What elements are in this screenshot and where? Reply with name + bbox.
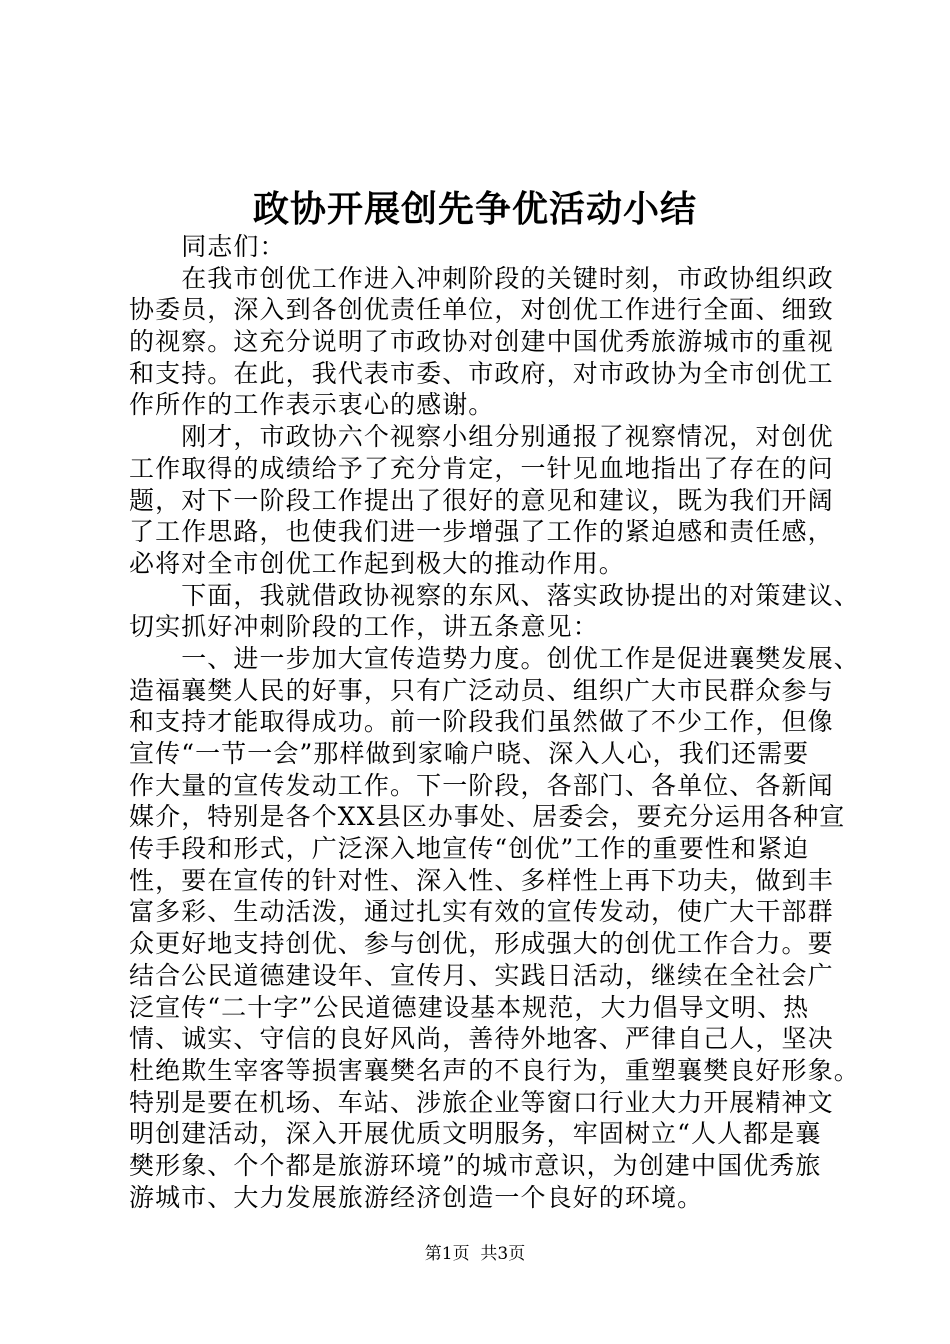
text-line: 传手段和形式，广泛深入地宣传“创优”工作的重要性和紧迫: [129, 834, 810, 864]
text-line: 和支持才能取得成功。前一阶段我们虽然做了不少工作，但像: [129, 707, 834, 737]
text-line: 游城市、大力发展旅游经济创造一个良好的环境。: [129, 1182, 704, 1212]
text-line: 造福襄樊人民的好事，只有广泛动员、组织广大市民群众参与: [129, 675, 834, 705]
text-line: 题，对下一阶段工作提出了很好的意见和建议，既为我们开阔: [129, 485, 834, 515]
text-line: 杜绝欺生宰客等损害襄樊名声的不良行为，重塑襄樊良好形象。: [129, 1055, 860, 1085]
text-line: 明创建活动，深入开展优质文明服务，牢固树立“人人都是襄: [129, 1119, 822, 1149]
text-line: 刚才，市政协六个视察小组分别通报了视察情况，对创优: [129, 422, 834, 452]
text-line: 协委员，深入到各创优责任单位，对创优工作进行全面、细致: [129, 295, 834, 325]
text-line: 作大量的宣传发动工作。下一阶段，各部门、各单位、各新闻: [129, 770, 834, 800]
document-title: 政协开展创先争优活动小结: [252, 188, 697, 230]
document-body: [129, 231, 860, 1213]
text-line: 宣传“一节一会”那样做到家喻户晓、深入人心，我们还需要: [129, 739, 810, 768]
text-line: 工作取得的成绩给予了充分肯定，一针见血地指出了存在的问: [129, 453, 834, 483]
text-line: 的视察。这充分说明了市政协对创建中国优秀旅游城市的重视: [129, 327, 834, 357]
text-line: 和支持。在此，我代表市委、市政府，对市政协为全市创优工: [129, 358, 834, 388]
text-line: 同志们：: [129, 232, 286, 261]
text-line: 结合公民道德建设年、宣传月、实践日活动，继续在全社会广: [129, 960, 834, 990]
text-line: 作所作的工作表示衷心的感谢。: [129, 390, 495, 420]
text-line: 富多彩、生动活泼，通过扎实有效的宣传发动，使广大干部群: [129, 897, 834, 927]
page-footer: 第1页 共3页: [424, 1244, 526, 1264]
text-line: 了工作思路，也使我们进一步增强了工作的紧迫感和责任感，: [129, 517, 834, 547]
text-line: 下面，我就借政协视察的东风、落实政协提出的对策建议、: [129, 580, 860, 610]
text-line: 必将对全市创优工作起到极大的推动作用。: [129, 548, 625, 578]
text-line: 特别是要在机场、车站、涉旅企业等窗口行业大力开展精神文: [129, 1087, 834, 1117]
text-line: 性，要在宣传的针对性、深入性、多样性上再下功夫，做到丰: [129, 865, 834, 895]
text-line: 泛宣传“二十字”公民道德建设基本规范，大力倡导文明、热: [129, 992, 810, 1022]
text-line: 在我市创优工作进入冲刺阶段的关键时刻，市政协组织政: [129, 263, 834, 293]
text-line: 樊形象、个个都是旅游环境”的城市意识，为创建中国优秀旅: [129, 1150, 822, 1180]
text-line: 媒介，特别是各个XX县区办事处、居委会，要充分运用各种宣: [129, 802, 846, 832]
text-line: 切实抓好冲刺阶段的工作，讲五条意见：: [129, 612, 599, 642]
text-line: 一、进一步加大宣传造势力度。创优工作是促进襄樊发展、: [129, 643, 860, 673]
text-line: 情、诚实、守信的良好风尚，善待外地客、严律自己人，坚决: [129, 1024, 834, 1054]
text-line: 众更好地支持创优、参与创优，形成强大的创优工作合力。要: [129, 929, 834, 959]
